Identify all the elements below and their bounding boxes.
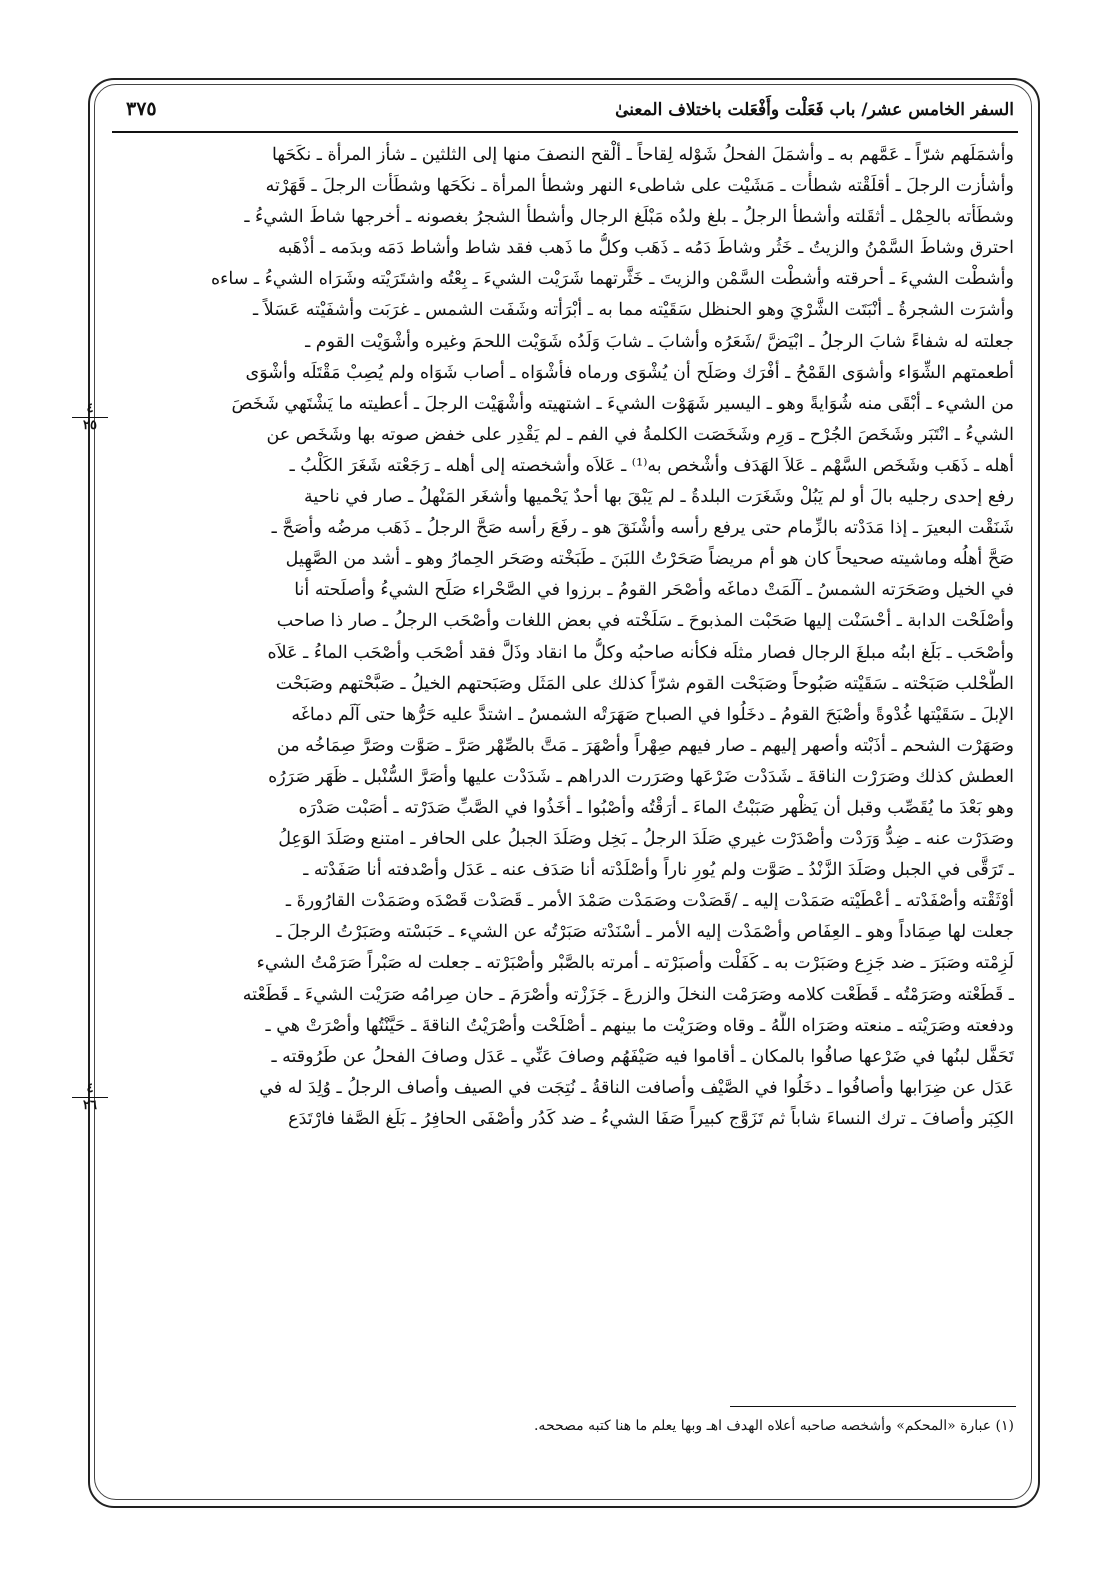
text-line: ـ تَرَقَّى في الجبل وصَلَدَ الزَّنْدُ ـ صَوَّت ولم يُورِ ناراً وأصْلَدْته أنا صَدَف عنه ـ عَدَل وأصْدفته أنا صَفَدْته ـ bbox=[303, 860, 1014, 881]
text-line: وأصْلَحْت الدابة ـ أحْسَنْت إليها صَحَبْت المذبوحَ ـ سَلَخْته في بعض اللغات وأصْحَب الرجلُ ـ صار ذا صاحب bbox=[276, 611, 1014, 632]
margin-mark-denominator: ٢٦ bbox=[83, 1098, 97, 1113]
text-line: وأشطْت الشيءَ ـ أحرقته وأشطْت السَّمْن والزيتَ ـ خَثَّرتهما شَرَيْت الشيءَ ـ بِعْتُه واشتَرَيْته وشَرَاه الشيءُ ـ ساءه bbox=[210, 269, 1014, 290]
text-line: وصَدَرْت عنه ـ ضِدُّ وَرَدْت وأصْدَرْت غيري صَلَدَ الرجلُ ـ بَخِل وصَلَدَ الجبلُ على الحافر ـ امتنع وصَلَدَ الوَعِلُ bbox=[278, 829, 1014, 850]
text-line: شَنَقْت البعيرَ ـ إذا مَدَدْته بالزِّمام حتى يرفع رأسه وأشْنَقَ هو ـ رفَعَ رأسه صَحَّ الرجلُ ـ ذَهَب مرضُه وأصَحَّ ـ bbox=[271, 518, 1014, 539]
footnote-text: عبارة «المحكم» وأشخصه صاحبه أعلاه الهدف اهـ وبها يعلم ما هنا كتبه مصححه. bbox=[533, 1418, 992, 1434]
text-line: وشطَأته بالحِمْل ـ أثقَلته وأشطأ الرجلُ ـ بلغ ولدُه مَبْلَغ الرجال وأشطأ الشجرُ بغصونه ـ أخرجها شاطَ الشيءُ ـ bbox=[244, 207, 1014, 228]
text-line: أهله ـ ذَهَب وشَخَص السَّهْم ـ عَلاَ الهَدَف وأشْخص به⁽¹⁾ ـ عَلاَه وأشخصته إلى أهله ـ رَجَعْته شَغَرَ الكَلْبُ ـ bbox=[289, 455, 1014, 476]
text-line: رفع إحدى رجليه بالَ أو لم يَبُلْ وشَغَرَت البلدةُ ـ لم يَبْقَ بها أحدٌ يَحْميها وأشغَر المَنْهلُ ـ صار في ناحية bbox=[304, 487, 1014, 508]
page-header bbox=[118, 96, 1014, 128]
text-line: تَحَفَّل لبنُها في ضَرْعها صافُوا بالمكان ـ أقاموا فيه صَيْفَهُم وصافَ عَنِّي ـ عَدَل وصافَ الفحلُ عن طَرُوقته ـ bbox=[271, 1046, 1014, 1067]
running-title: السفر الخامس عشر/ باب فَعَلْت وأَفْعَلت باختلاف المعنىٰ bbox=[615, 100, 1014, 120]
page-number: ٣٧٥ bbox=[126, 98, 157, 120]
margin-folio-mark bbox=[72, 402, 108, 433]
text-line: أوْثَقْته وأصْفَدْته ـ أعْطَيْته صَمَدْت إليه ـ /قَصَدْت وصَمَدْت صَمْدَ الأمر ـ قَصَدْت قَصْدَه وصَمَدْت القارُورةَ ـ bbox=[285, 891, 1014, 912]
footnote bbox=[118, 1418, 1014, 1434]
text-line: من الشيء ـ أبْقَى منه شُوَايةً وهو ـ اليسير شَهَوْت الشيءَ ـ اشتهيته وأشْهَيْت الرجلَ ـ أعطيته ما يَشْتَهي شَخَصَ bbox=[231, 393, 1014, 414]
margin-mark-numerator: ٤ bbox=[72, 402, 108, 418]
text-line: وأشمَلَهم شرّاً ـ عَمَّهم به ـ وأشمَلَ الفحلُ شَوْله لِقاحاً ـ ألْقح النصفَ منها إلى الثلثين ـ شأز المرأة ـ نكَحَها bbox=[272, 145, 1014, 165]
text-line: أطعمتهم الشِّوَاء وأشوَى القَمْحُ ـ أفْرَك وصَلَح أن يُشْوَى ورماه فأشْوَاه ـ أصاب شَوَاه ولم يُصِبْ مَقْتَلَه وأشْوَى bbox=[245, 362, 1014, 383]
margin-mark-denominator: ٢٥ bbox=[83, 418, 97, 433]
footnote-rule bbox=[730, 1406, 1016, 1407]
text-line: ـ قَطَعْته وصَرَمْتُه ـ قَطَعْت كلامه وصَرَمْت النخلَ والزرعَ ـ جَزَزْته وأصْرَمَ ـ حان صِرامُه صَرَيْت الشيءَ ـ قَطَعْته bbox=[242, 984, 1014, 1005]
text-line: وصَهَرْت الشحم ـ أذَبْته وأصهر إليهم ـ صار فيهم صِهْراً وأصْهَرَ ـ مَتَّ بالصِّهْر صَرَّ ـ صَوَّت وصَرَّ صِمَاخُه من bbox=[276, 735, 1014, 756]
text-line: عَدَل عن ضِرَابها وأصافُوا ـ دخَلُوا في الصَّيْف وأصافت الناقةُ ـ نُتِجَت في الصيف وأصاف الرجلُ ـ وُلِدَ له في bbox=[259, 1077, 1014, 1098]
text-line: ودفعته وصَرَيْته ـ منعته وصَرَاه اللَّهُ ـ وقاه وصَرَيْت ما بينهم ـ أصْلَحْت وأصْرَيْتُ الناقةَ ـ حَيَّنْتُها وأصْرَتْ هي ـ bbox=[265, 1015, 1014, 1036]
text-line: الطُّحْلب صَبَحْته ـ سَقَيْته صَبُوحاً وصَبَحْت القوم شرّاً كذلك على المَثَل وصَبَحتهم الخيلُ ـ صَبَّحْتهم وصَبَحْت bbox=[275, 673, 1014, 694]
text-line: الإبلَ ـ سَقَيْتها غُدْوةً وأصْبَحَ القومُ ـ دخَلُوا في الصباح صَهَرَتْه الشمسُ ـ اشتدَّ عليه حَرُّها حتى آلَم دماغَه bbox=[291, 704, 1014, 725]
footnote-marker: (١) bbox=[995, 1418, 1014, 1434]
text-line: العطش كذلك وصَرَرْت الناقةَ ـ شَدَدْت ضَرْعَها وصَرَرت الدراهم ـ شَدَدْت عليها وأصَرَّ السُّنْبل ـ ظَهَر صَرَرُه bbox=[268, 766, 1014, 787]
margin-folio-mark bbox=[72, 1082, 108, 1113]
text-line: جعلته له شفاءً شابَ الرجلُ ـ ابْيَضَّ /شَعَرُه وأشابَ ـ شابَ وَلَدُه شَوَيْت اللحمَ وغيره وأشْوَيْت القوم ـ bbox=[305, 331, 1014, 352]
text-line: لَزِمْته وصَبَرَ ـ ضد جَزِع وصَبَرْت به ـ كَفَلْت وأصبَرْته ـ أمرته بالصَّبْر وأصْبَرْته ـ جعلت له صَبْراً صَرَمْتُ الشيء bbox=[256, 953, 1014, 974]
header-rule bbox=[112, 131, 1018, 133]
margin-mark-numerator: ٤ bbox=[72, 1082, 108, 1098]
body-text bbox=[118, 140, 1014, 1135]
text-line: جعلت لها صِمَاداً وهو ـ العِفَاص وأصْمَدْت إليه الأمر ـ أسْنَدْته صَبَرْتُه عن الشيء ـ حَبَسْته وصَبَرْتُ الرجلَ ـ bbox=[276, 922, 1014, 943]
text-line: وأشأزت الرجلَ ـ أقلَقْته شطأْت ـ مَشَيْت على شاطىء النهر وشطأ المرأة ـ نكَحَها وشطَأت الرجلَ ـ قَهَرْته bbox=[265, 176, 1014, 197]
text-line: الشيءُ ـ انْتَبَر وشَخَصَ الجُرْح ـ وَرِم وشَخَصَت الكلمةُ في الفم ـ لم يَقْدِر على خفض صوته بها وشَخَص عن bbox=[266, 424, 1014, 445]
text-line: احترق وشاطَ السَّمْنُ والزيتُ ـ خَثُر وشاطَ دَمُه ـ ذَهَب وكلُّ ما ذَهب فقد شاط وأشاط دَمَه وبدَمه ـ أذْهَبه bbox=[277, 238, 1014, 259]
text-line: وأصْحَب ـ بَلَغ ابنُه مبلغَ الرجال فصار مثلَه فكأنه صاحبُه وكلُّ ما انقاد وذَلَّ فقد أصْحَب وأصْحَب الماءُ ـ عَلاَه bbox=[267, 642, 1014, 663]
text-line: الكِبَر وأصافَ ـ ترك النساءَ شاباً ثم تَزَوَّج كبيراً صَفَا الشيءُ ـ ضد كَدُر وأصْفَى الحافِرُ ـ بَلَغ الصَّفا فارْتَدَع bbox=[288, 1108, 1014, 1129]
text-line: في الخيل وصَحَرَته الشمسُ ـ آلَمَتْ دماغَه وأصْحَر القومُ ـ برزوا في الصَّحْراء صَلَح الشيءُ وأصلَحته أنا bbox=[294, 580, 1014, 601]
text-line: صَحَّ أهلُه وماشيته صحيحاً كان هو أم مريضاً صَحَرْتُ اللبَنَ ـ طَبَخْته وصَحَر الحِمارُ وهو ـ أشد من الصَّهِيل bbox=[285, 549, 1014, 570]
text-line: وأشرَت الشجرةُ ـ أنْبَتَت الشَّرْيَ وهو الحنظل سَقَيْته مما به ـ أبْرَأته وشَفَت الشمس ـ غرَبَت وأشفَيْته عَسَلاً ـ bbox=[253, 300, 1014, 321]
text-line: وهو بَعْدَ ما يُقَصِّب وقبل أن يَظْهر صَبَبْتُ الماءَ ـ أرَقْتُه وأصْبُوا ـ أخَذُوا في الصَّبِّ صَدَرْته ـ أصَبْت صَدْرَه bbox=[298, 797, 1014, 818]
